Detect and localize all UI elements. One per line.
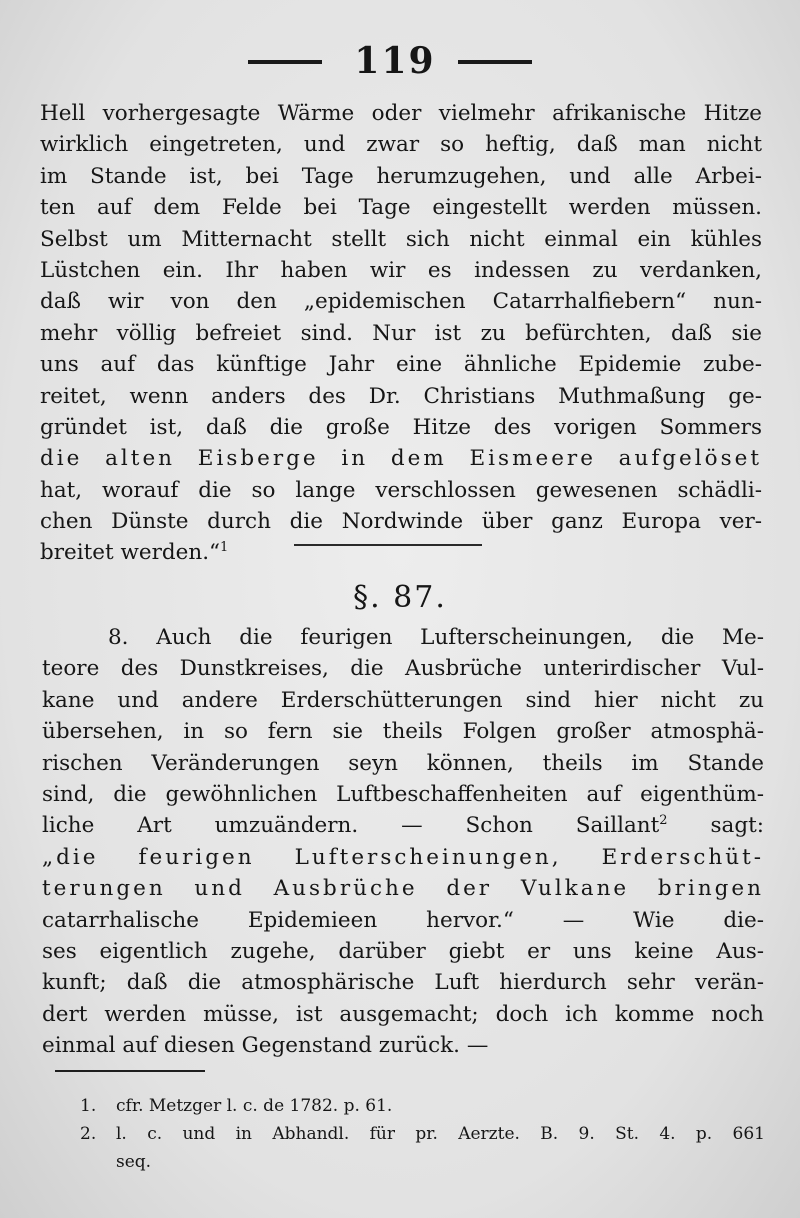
text-line-with-ref: [42, 810, 764, 841]
text-line: übersehen, in so fern sie theils Folgen großer atmosphä-: [42, 719, 764, 745]
text-line: daß wir von den „epidemischen Catarrhalfiebern“ nun-: [40, 289, 762, 315]
text-line: kane und andere Erderschütterungen sind hier nicht zu: [42, 687, 764, 713]
paragraph-1: [40, 98, 762, 569]
section-divider: [294, 544, 482, 546]
text-line-content: liche Art umzuändern. — Schon Saillant: [42, 813, 660, 839]
page-number: 119: [354, 40, 436, 82]
text-line-indented: 8. Auch die feurigen Lufterscheinungen, die Me-: [108, 625, 764, 650]
text-line: hat, worauf die so lange verschlossen gewesenen schädli-: [40, 477, 762, 503]
paragraph-2: [42, 622, 764, 1061]
header-rule-left: [248, 60, 322, 64]
footnote-number: 2.: [80, 1124, 97, 1144]
text-line: catarrhalische Epidemieen hervor.“ — Wie die-: [42, 907, 764, 933]
text-line-content: breitet werden.“: [40, 540, 221, 566]
footnote-ref-1[interactable]: 1: [220, 540, 229, 556]
text-line: gründet ist, daß die große Hitze des vorigen Sommers: [40, 414, 762, 440]
footnotes: [80, 1092, 765, 1176]
text-line: chen Dünste durch die Nordwinde über ganz Europa ver-: [40, 509, 762, 535]
text-line: ten auf dem Felde bei Tage eingestellt werden müssen.: [40, 195, 762, 221]
text-line: wirklich eingetreten, und zwar so heftig, daß man nicht: [40, 132, 762, 158]
section-heading: §. 87.: [353, 580, 447, 615]
text-line: rischen Veränderungen seyn können, theils im Stande: [42, 750, 764, 776]
text-line: uns auf das künftige Jahr eine ähnliche Epidemie zube-: [40, 352, 762, 378]
header-rule-right: [458, 60, 532, 64]
text-line-last: [40, 537, 762, 568]
text-line: ses eigentlich zugehe, darüber giebt er uns keine Aus-: [42, 938, 764, 964]
text-line-spaced: die alten Eisberge in dem Eismeere aufgelöset: [40, 446, 762, 472]
text-line: dert werden müsse, ist ausgemacht; doch ich komme noch: [42, 1001, 764, 1027]
text-line-last: einmal auf diesen Gegenstand zurück. —: [42, 1033, 489, 1059]
footnote-text: cfr. Metzger l. c. de 1782. p. 61.: [116, 1096, 393, 1116]
footnote-number: 1.: [80, 1096, 97, 1116]
text-line-spaced: „die feurigen Lufterscheinungen, Erderschüt-: [42, 844, 764, 870]
footnote-1: [80, 1092, 765, 1120]
text-line: sind, die gewöhnlichen Luftbeschaffenheiten auf eigenthüm-: [42, 781, 764, 807]
footnote-text: l. c. und in Abhandl. für pr. Aerzte. B. 9. St. 4. p. 661: [116, 1124, 765, 1144]
footnote-ref-2[interactable]: 2: [659, 813, 668, 829]
footnote-2: [80, 1120, 765, 1148]
text-line-tail: sagt:: [667, 813, 764, 839]
page-header: [0, 40, 800, 80]
text-line: Selbst um Mitternacht stellt sich nicht einmal ein kühles: [40, 226, 762, 252]
text-line: teore des Dunstkreises, die Ausbrüche unterirdischer Vul-: [42, 656, 764, 682]
text-line: Hell vorhergesagte Wärme oder vielmehr afrikanische Hitze: [40, 101, 762, 126]
footnote-2-continuation: seq.: [116, 1152, 152, 1172]
text-line: mehr völlig befreiet sind. Nur ist zu befürchten, daß sie: [40, 320, 762, 346]
text-line: im Stande ist, bei Tage herumzugehen, und alle Arbei-: [40, 163, 762, 189]
text-line: Lüstchen ein. Ihr haben wir es indessen zu verdanken,: [40, 257, 762, 283]
text-line: kunft; daß die atmosphärische Luft hierdurch sehr verän-: [42, 970, 764, 996]
footnote-divider: [55, 1070, 205, 1072]
text-line: reitet, wenn anders des Dr. Christians Muthmaßung ge-: [40, 383, 762, 409]
text-line-spaced: terungen und Ausbrüche der Vulkane bringen: [42, 876, 764, 902]
